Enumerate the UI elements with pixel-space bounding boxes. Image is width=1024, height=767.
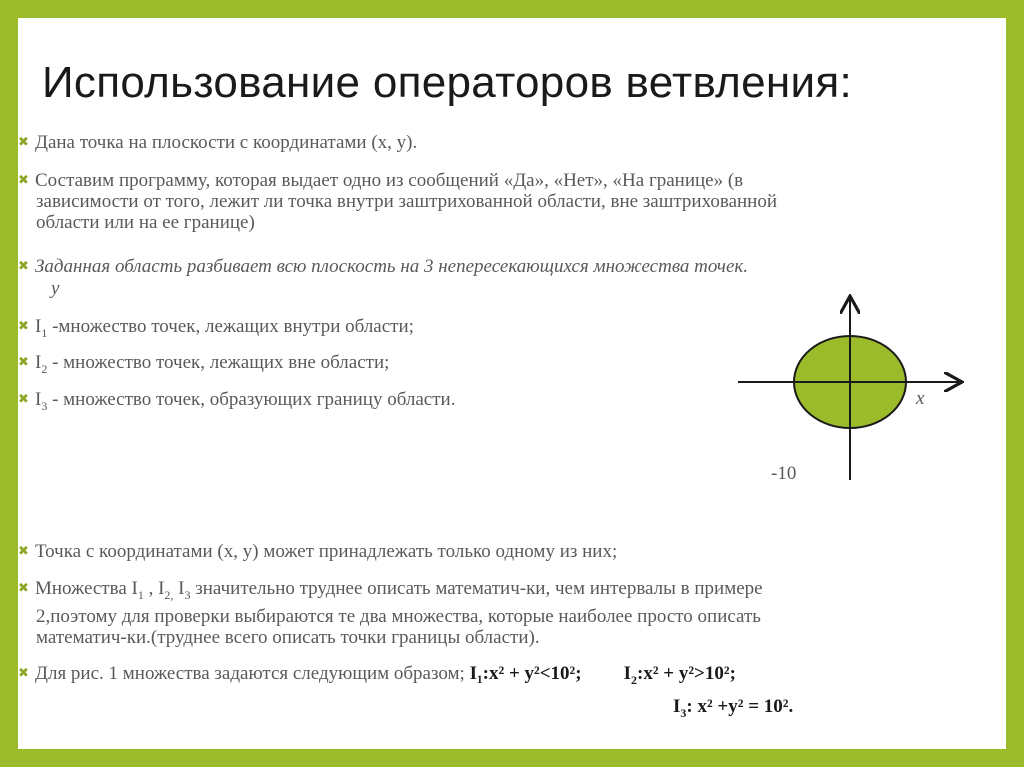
bullet-item (18, 389, 455, 417)
bullet-marker-icon: ✖ (18, 666, 29, 681)
bullet-text: Для рис. 1 множества задаются следующим образом; (35, 663, 470, 684)
bullet-item (18, 541, 617, 562)
bullet-text-line: зависимости от того, лежит ли точка внутри заштрихованной области, вне заштрихованной (36, 191, 777, 212)
set-index: 3 (41, 398, 48, 413)
bullet-item (18, 663, 736, 691)
bullet-text: Заданная область разбивает всю плоскость на 3 непересекающихся множества точек. (35, 256, 749, 277)
bullet-marker-icon: ✖ (18, 259, 29, 274)
slide-title: Использование операторов ветвления: (42, 58, 853, 107)
bullet-text: , I (143, 578, 165, 599)
bullet-item (18, 170, 777, 233)
set-index: 1 (137, 587, 144, 602)
set-index: 3 (184, 587, 191, 602)
formula-i2: :x² + y²>10²; (637, 663, 736, 684)
circle-diagram (718, 276, 978, 486)
bullet-text: значительно труднее описать математич-ки, чем интервалы в примере (190, 578, 763, 599)
bullet-marker-icon: ✖ (18, 581, 29, 596)
x-axis-label: x (916, 388, 925, 409)
bullet-item (18, 132, 417, 153)
set-index: 2 (631, 672, 637, 687)
set-index: 1 (41, 325, 48, 340)
formula-i3-name: I (673, 696, 681, 717)
set-name: I (35, 352, 42, 373)
bullet-text: - множество точек, лежащих вне области; (47, 352, 390, 373)
set-index: 3 (680, 705, 687, 720)
bullet-text: Точка с координатами (x, y) может принадлежать только одному из них; (35, 541, 618, 562)
set-index: 2 (41, 361, 48, 376)
bullet-item (18, 352, 389, 380)
bullet-marker-icon: ✖ (18, 173, 29, 188)
bullet-text: -множество точек, лежащих внутри области; (47, 316, 414, 337)
formula-i1: I₁:x² + y²<10²; (469, 663, 582, 684)
formula-i3-expr: : x² +y² = 10². (686, 696, 794, 717)
bullet-item (18, 578, 763, 648)
bullet-text-line: математич-ки.(труднее всего описать точки границы области). (36, 626, 540, 648)
bullet-text-line: области или на ее границе) (36, 212, 255, 233)
bullet-marker-icon: ✖ (18, 135, 29, 150)
bullet-marker-icon: ✖ (18, 355, 29, 370)
set-name: I (35, 316, 42, 337)
bullet-text: I (173, 578, 185, 599)
set-index: 2, (164, 587, 174, 602)
bullet-text: - множество точек, образующих границу области. (47, 389, 456, 410)
bullet-text: Множества I (35, 578, 138, 599)
bullet-marker-icon: ✖ (18, 544, 29, 559)
bullet-text-line: Составим программу, которая выдает одно из сообщений «Да», «Нет», «На границе» (в (35, 170, 744, 191)
bullet-item (18, 256, 748, 277)
bullet-marker-icon: ✖ (18, 319, 29, 334)
bullet-item (18, 316, 414, 344)
set-name: I (35, 389, 42, 410)
formula-i3 (673, 696, 793, 721)
bullet-marker-icon: ✖ (18, 392, 29, 407)
formula-i2-name: I (623, 663, 631, 684)
minus-ten-label: -10 (771, 463, 797, 484)
bullet-text-line: 2,поэтому для проверки выбираются те два множества, которые наиболее просто описать (36, 605, 761, 627)
y-axis-label: y (51, 278, 60, 299)
bullet-text: Дана точка на плоскости с координатами (x, y). (35, 132, 418, 153)
